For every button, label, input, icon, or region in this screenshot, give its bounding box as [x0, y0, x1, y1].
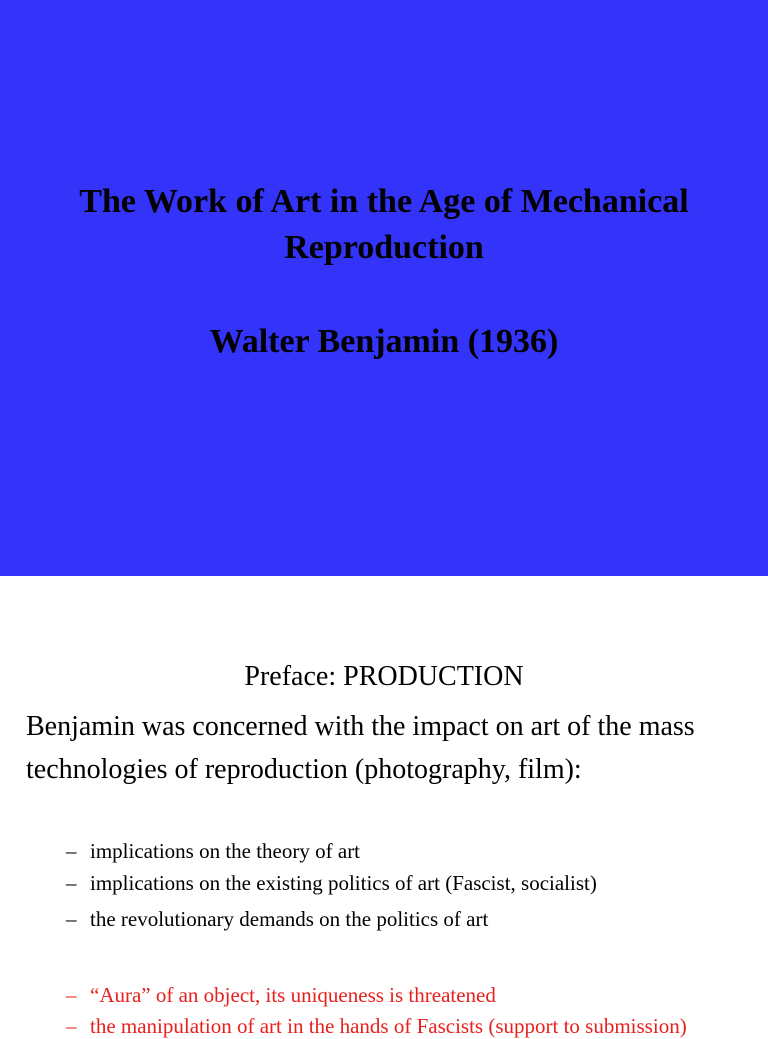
bullet-dash: – [66, 871, 77, 895]
title-line-2: Reproduction [284, 229, 484, 266]
bullet-item [66, 906, 756, 932]
red-bullet-item [66, 1013, 756, 1039]
intro-line-2: technologies of reproduction (photography, film): [26, 754, 582, 785]
bullet-dash: – [66, 983, 77, 1007]
bullet-text: implications on the theory of art [90, 839, 361, 863]
bullet-dash: – [66, 1014, 77, 1038]
bullet-text: implications on the existing politics of art (Fascist, socialist) [90, 871, 597, 895]
bullet-text: the revolutionary demands on the politics of art [90, 907, 489, 931]
intro-line-1: Benjamin was concerned with the impact on art of the mass [26, 711, 695, 742]
bullet-text: the manipulation of art in the hands of Fascists (support to submission) [90, 1014, 687, 1038]
red-bullet-item [66, 982, 756, 1008]
bullet-dash: – [66, 907, 77, 931]
author-line: Walter Benjamin (1936) [209, 323, 559, 360]
bullet-text: “Aura” of an object, its uniqueness is threatened [90, 983, 496, 1007]
bullet-item [66, 838, 756, 864]
title-line-1: The Work of Art in the Age of Mechanical [79, 183, 689, 220]
content-slide [0, 576, 768, 1038]
bullet-dash: – [66, 839, 77, 863]
bullet-item [66, 870, 756, 896]
slide-heading: Preface: PRODUCTION [244, 661, 524, 692]
